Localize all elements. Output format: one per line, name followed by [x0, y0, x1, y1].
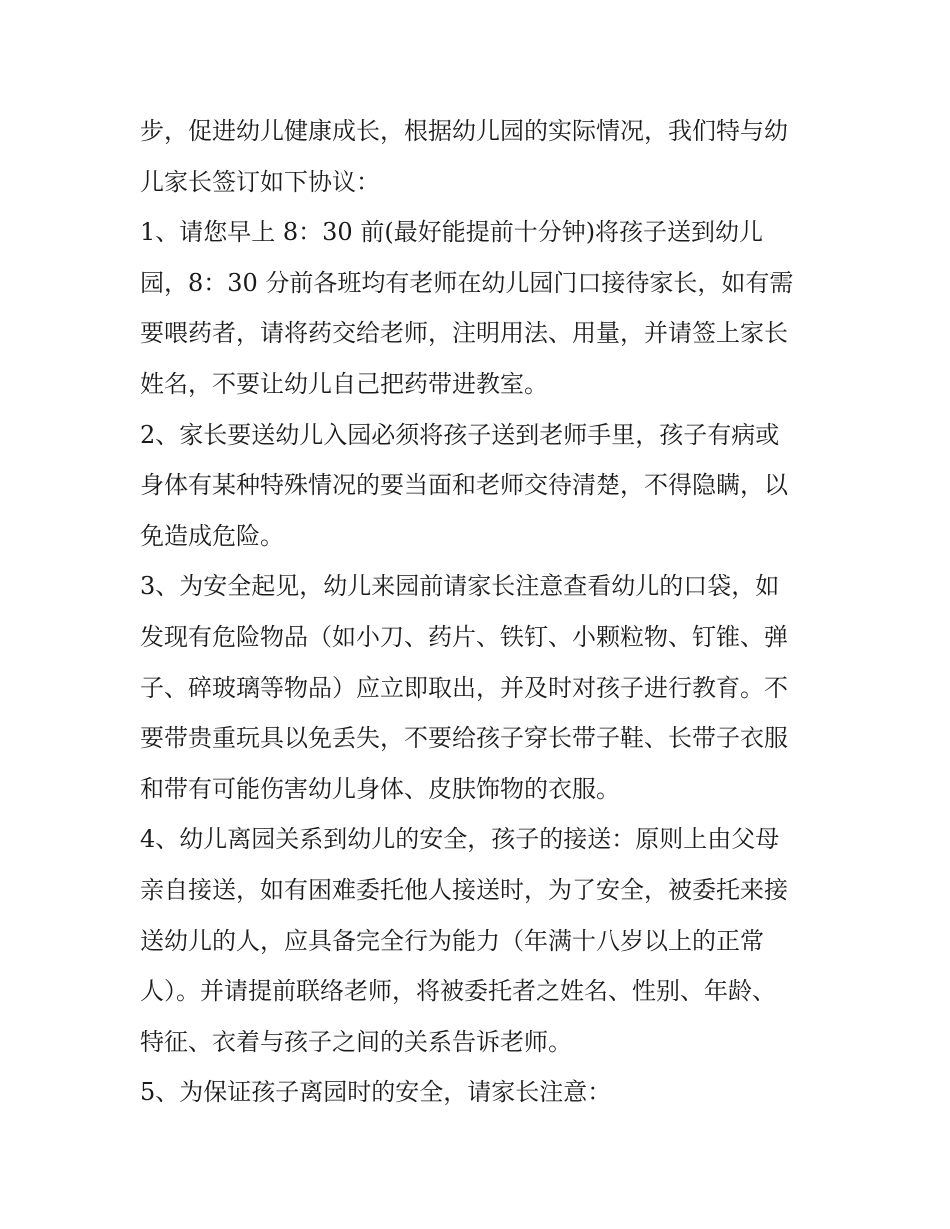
- text-line: 4、幼儿离园关系到幼儿的安全，孩子的接送：原则上由父母: [140, 825, 780, 854]
- text-line: 3、为安全起见，幼儿来园前请家长注意查看幼儿的口袋，如: [140, 572, 780, 601]
- text-line: 姓名，不要让幼儿自己把药带进教室。: [140, 369, 548, 398]
- text-line: 2、家长要送幼儿入园必须将孩子送到老师手里，孩子有病或: [140, 420, 780, 449]
- text-line: 园，8：30 分前各班均有老师在幼儿园门口接待家长，如有需: [140, 268, 794, 297]
- text-line: 5、为保证孩子离园时的安全，请家长注意：: [140, 1078, 612, 1107]
- text-line: 免造成危险。: [140, 521, 284, 550]
- text-line: 要带贵重玩具以免丢失，不要给孩子穿长带子鞋、长带子衣服: [140, 724, 788, 753]
- text-line: 人）。并请提前联络老师，将被委托者之姓名、性别、年龄、: [140, 977, 776, 1006]
- text-line: 步，促进幼儿健康成长，根据幼儿园的实际情况，我们特与幼: [140, 117, 788, 145]
- document-body: [140, 106, 816, 1118]
- text-line: 发现有危险物品（如小刀、药片、铁钉、小颗粒物、钉锥、弹: [140, 622, 788, 651]
- text-line: 子、碎玻璃等物品）应立即取出，并及时对孩子进行教育。不: [140, 673, 788, 702]
- text-line: 身体有某种特殊情况的要当面和老师交待清楚，不得隐瞒，以: [140, 471, 788, 500]
- text-line: 要喂药者，请将药交给老师，注明用法、用量，并请签上家长: [140, 319, 788, 348]
- text-line: 1、请您早上 8：30 前(最好能提前十分钟)将孩子送到幼儿: [140, 218, 764, 247]
- text-line: 送幼儿的人，应具备完全行为能力（年满十八岁以上的正常: [140, 926, 764, 955]
- text-line: 特征、衣着与孩子之间的关系告诉老师。: [140, 1027, 572, 1056]
- text-line: 儿家长签订如下协议：: [140, 167, 380, 196]
- text-line: 亲自接送，如有困难委托他人接送时，为了安全，被委托来接: [140, 875, 788, 904]
- text-line: 和带有可能伤害幼儿身体、皮肤饰物的衣服。: [140, 774, 620, 803]
